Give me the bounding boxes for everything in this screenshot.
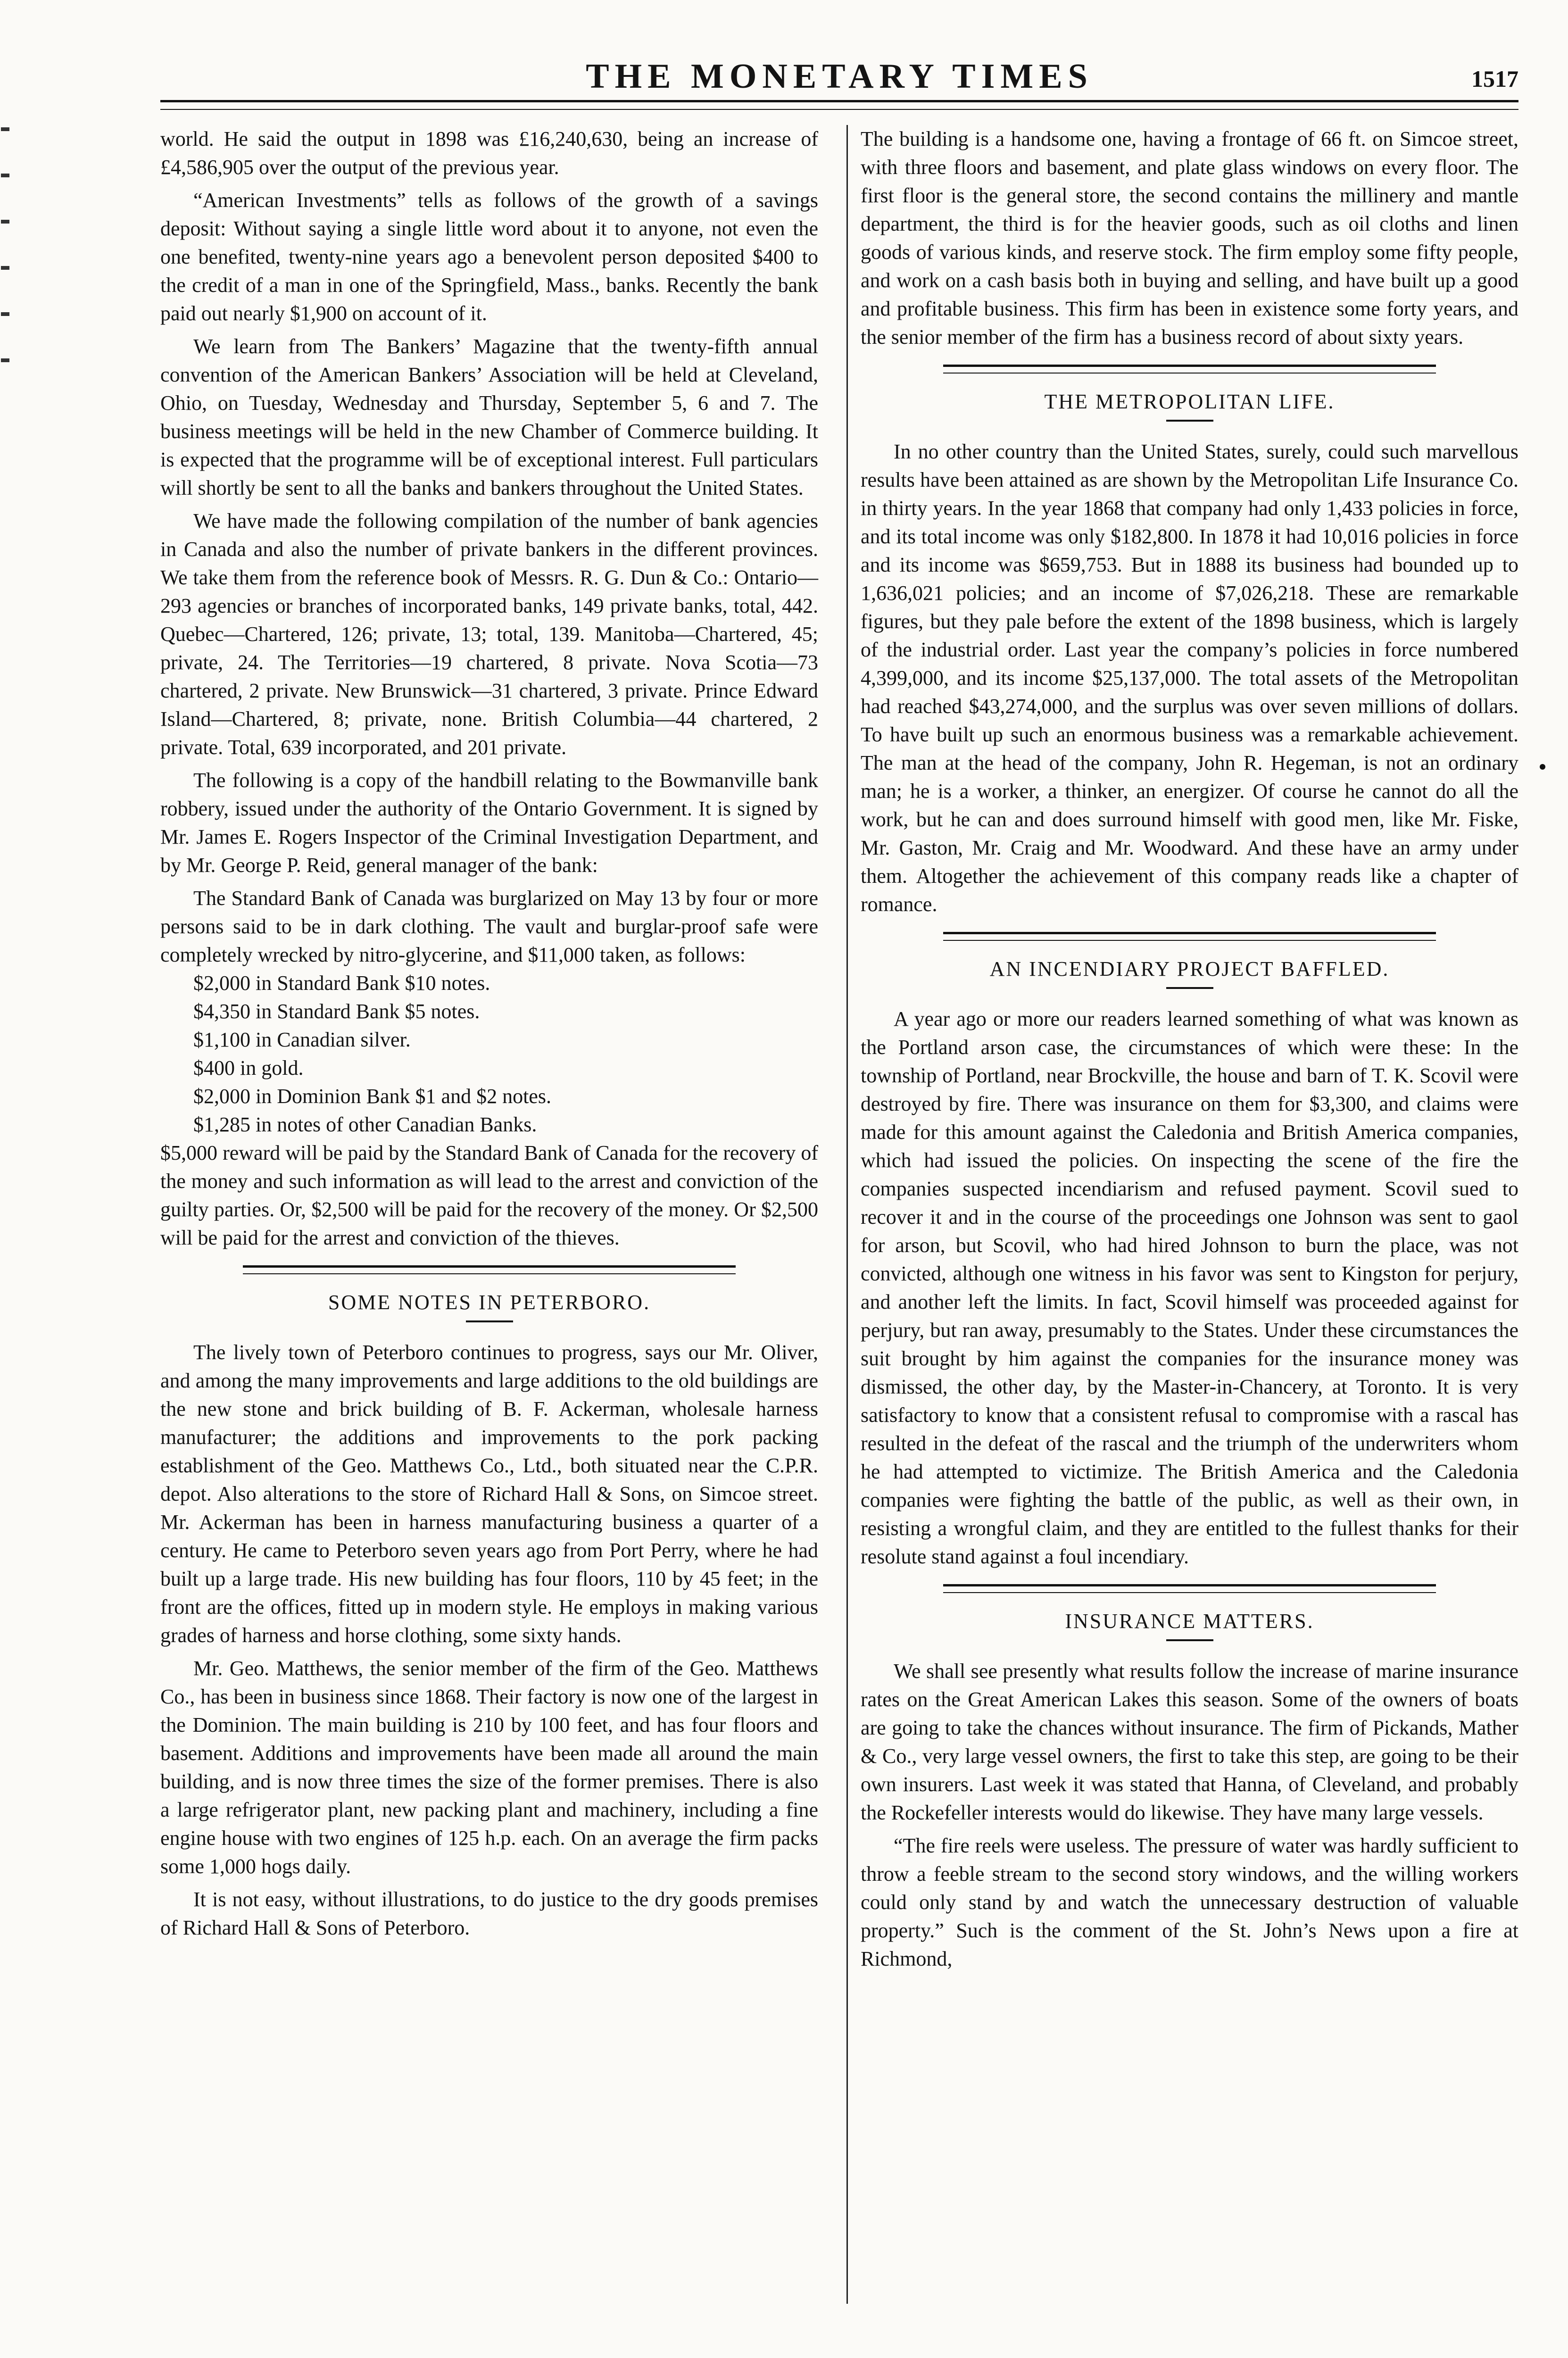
stolen-money-list (193, 969, 818, 1139)
header-rule (160, 100, 1518, 110)
left-column (160, 125, 818, 1947)
paragraph: The Standard Bank of Canada was burglarized on May 13 by four or more persons said to be in dark clothing. The vault and burglar-proof safe were completely wrecked by nitro-glycerine, and $11,000 taken, as follows: (160, 887, 818, 966)
paragraph: $5,000 reward will be paid by the Standard Bank of Canada for the recovery of the money and such information as will lead to the arrest and conviction of the guilty parties. Or, $2,500 will be paid for the recovery of the money. Or $2,500 will be paid for the arrest and conviction of the thieves. (160, 1141, 818, 1249)
paragraph: “American Investments” tells as follows of the growth of a savings deposit: Without saying a single little word about it to anyone, not even the one benefited, twenty-nine years ago a benevolent person deposited $400 to the credit of a man in one of the Springfield, Mass., banks. Recently the bank paid out nearly $1,900 on account of it. (160, 189, 818, 325)
list-item: $2,000 in Standard Bank $10 notes. (193, 971, 490, 995)
section-bar (1166, 1639, 1213, 1641)
paragraph: We have made the following compilation of the number of bank agencies in Canada and also the number of private bankers in the different provinces. We take them from the reference book of Messrs. R. G. Dun & Co.: Ontario—293 agencies or branches of incorporated banks, 149 private banks, total, 442. Quebec—Chartered, 126; private, 13; total, 139. Manitoba—Chartered, 45; private, 24. The Territories—19 chartered, 8 private. Nova Scotia—73 chartered, 2 private. New Brunswick—31 chartered, 3 private. Prince Edward Island—Chartered, 8; private, none. British Columbia—44 chartered, 2 private. Total, 639 incorporated, and 201 private. (160, 509, 818, 759)
list-item: $400 in gold. (193, 1056, 304, 1079)
section-title: INSURANCE MATTERS. (1065, 1610, 1314, 1633)
right-column (861, 125, 1518, 1978)
masthead (160, 52, 1518, 104)
section-bar (1166, 987, 1213, 989)
list-item: $4,350 in Standard Bank $5 notes. (193, 1000, 480, 1023)
list-item: $1,285 in notes of other Canadian Banks. (193, 1113, 537, 1136)
page-number: 1517 (1471, 66, 1518, 92)
paragraph: The lively town of Peterboro continues to progress, says our Mr. Oliver, and among the many improvements and large additions to the old buildings are the new stone and brick building of B. F. Ackerman, wholesale harness manufacturer; the additions and improvements to the pork packing establishment of the Geo. Matthews Co., Ltd., both situated near the C.P.R. depot. Also alterations to the store of Richard Hall & Sons, on Simcoe street. Mr. Ackerman has been in harness manufacturing business a quarter of a century. He came to Peterboro seven years ago from Port Perry, where he had built up a large trade. His new building has four floors, 110 by 45 feet; in the front are the offices, fitted up in modern style. He employs in making various grades of harness and horse clothing, some sixty hands. (160, 1341, 818, 1647)
section-bar (1166, 420, 1213, 422)
section-rule (943, 1584, 1436, 1593)
section-title: AN INCENDIARY PROJECT BAFFLED. (989, 957, 1390, 980)
paragraph: We learn from The Bankers’ Magazine that the twenty-fifth annual convention of the American Bankers’ Association will be held at Cleveland, Ohio, on Tuesday, Wednesday and Thursday, September 5, 6 and 7. The business meetings will be held in the new Chamber of Commerce building. It is expected that the programme will be of exceptional interest. Full particulars will shortly be sent to all the banks and bankers throughout the United States. (160, 335, 818, 499)
left-margin-marks (0, 85, 14, 651)
print-speck (1540, 764, 1545, 770)
section-rule (243, 1265, 736, 1274)
column-divider (846, 125, 848, 2304)
list-item: $2,000 in Dominion Bank $1 and $2 notes. (193, 1085, 551, 1108)
section-bar (466, 1320, 513, 1322)
paragraph: It is not easy, without illustrations, to do justice to the dry goods premises of Richard Hall & Sons of Peterboro. (160, 1888, 818, 1939)
paragraph: We shall see presently what results follow the increase of marine insurance rates on the Great American Lakes this season. Some of the owners of boats are going to take the chances without insurance. The firm of Pickands, Mather & Co., very large vessel owners, the first to take this step, are going to be their own insurers. Last week it was stated that Hanna, of Cleveland, and probably the Rockefeller interests would do likewise. They have many large vessels. (861, 1660, 1518, 1824)
paragraph: “The fire reels were useless. The pressure of water was hardly sufficient to throw a feeble stream to the second story windows, and the willing workers could only stand by and watch the unnecessary destruction of valuable property.” Such is the comment of the St. John’s News upon a fire at Richmond, (861, 1834, 1518, 1970)
section-rule (943, 365, 1436, 374)
publication-title: THE MONETARY TIMES (586, 57, 1093, 96)
list-item: $1,100 in Canadian silver. (193, 1028, 411, 1051)
section-title: SOME NOTES IN PETERBORO. (328, 1291, 651, 1314)
paragraph: world. He said the output in 1898 was £16,240,630, being an increase of £4,586,905 over the output of the previous year. (160, 127, 818, 179)
paragraph: Mr. Geo. Matthews, the senior member of the firm of the Geo. Matthews Co., has been in business since 1868. Their factory is now one of the largest in the Dominion. The main building is 210 by 100 feet, and has four floors and basement. Additions and improvements have been made all around the main building, and is now three times the size of the former premises. There is also a large refrigerator plant, new packing plant and machinery, including a fine engine house with two engines of 125 h.p. each. On an average the firm packs some 1,000 hogs daily. (160, 1657, 818, 1878)
paragraph: A year ago or more our readers learned something of what was known as the Portland arson case, the circumstances of which were these: In the township of Portland, near Brockville, the house and barn of T. K. Scovil were destroyed by fire. There was insurance on them for $3,300, and claims were made for this amount against the Caledonia and British America companies, which had issued the policies. On inspecting the scene of the fire the companies suspected incendiarism and refused payment. Scovil sued to recover it and in the course of the proceedings one Johnson was sent to gaol for arson, but Scovil, who had hired Johnson to burn the place, was not convicted, although one witness in his favor was sent to Kingston for perjury, and another left the limits. In fact, Scovil himself was proceeded against for perjury, but ran away, presumably to the States. Under these circumstances the suit brought by him against the companies for the insurance money was dismissed, the other day, by the Master-in-Chancery, at Toronto. It is very satisfactory to know that a consistent refusal to compromise with a rascal has resulted in the defeat of the rascal and the triumph of the underwriters whom he had attempted to victimize. The British America and the Caledonia companies were fighting the battle of the public, as well as their own, in resisting a wrongful claim, and they are entitled to the fullest thanks for their resolute stand against a foul incendiary. (861, 1007, 1518, 1568)
paragraph: The following is a copy of the handbill relating to the Bowmanville bank robbery, issued under the authority of the Ontario Government. It is signed by Mr. James E. Rogers Inspector of the Criminal Investigation Department, and by Mr. George P. Reid, general manager of the bank: (160, 769, 818, 877)
paragraph: The building is a handsome one, having a frontage of 66 ft. on Simcoe street, with three floors and basement, and plate glass windows on every floor. The first floor is the general store, the second contains the millinery and mantle department, the third is for the heavier goods, such as oil cloths and linen goods of various kinds, and reserve stock. The firm employ some fifty people, and work on a cash basis both in buying and selling, and have built up a good and profitable business. This firm has been in existence some forty years, and the senior member of the firm has a business record of about sixty years. (861, 127, 1518, 349)
paragraph: In no other country than the United States, surely, could such marvellous results have been attained as are shown by the Metropolitan Life Insurance Co. in thirty years. In the year 1868 that company had only 1,433 policies in force, and its total income was only $182,800. In 1878 it had 10,016 policies in force and its income was $659,753. But in 1888 its business had bounded up to 1,636,021 policies; and an income of $7,026,218. These are remarkable figures, but they pale before the extent of the 1898 business, which is largely of the industrial order. Last year the company’s policies in force numbered 4,399,000, and its income $25,137,000. The total assets of the Metropolitan had reached $43,274,000, and the surplus was over seven millions of dollars. To have built up such an enormous business was a remarkable achievement. The man at the head of the company, John R. Hegeman, is not an ordinary man; he is a worker, a thinker, an energizer. Of course he cannot do all the work, but he can and does surround himself with good men, like Mr. Fiske, Mr. Gaston, Mr. Craig and Mr. Woodward. And these have an army under them. Altogether the achievement of this company reads like a chapter of romance. (861, 440, 1518, 916)
section-rule (943, 932, 1436, 941)
section-title: THE METROPOLITAN LIFE. (1044, 390, 1335, 413)
